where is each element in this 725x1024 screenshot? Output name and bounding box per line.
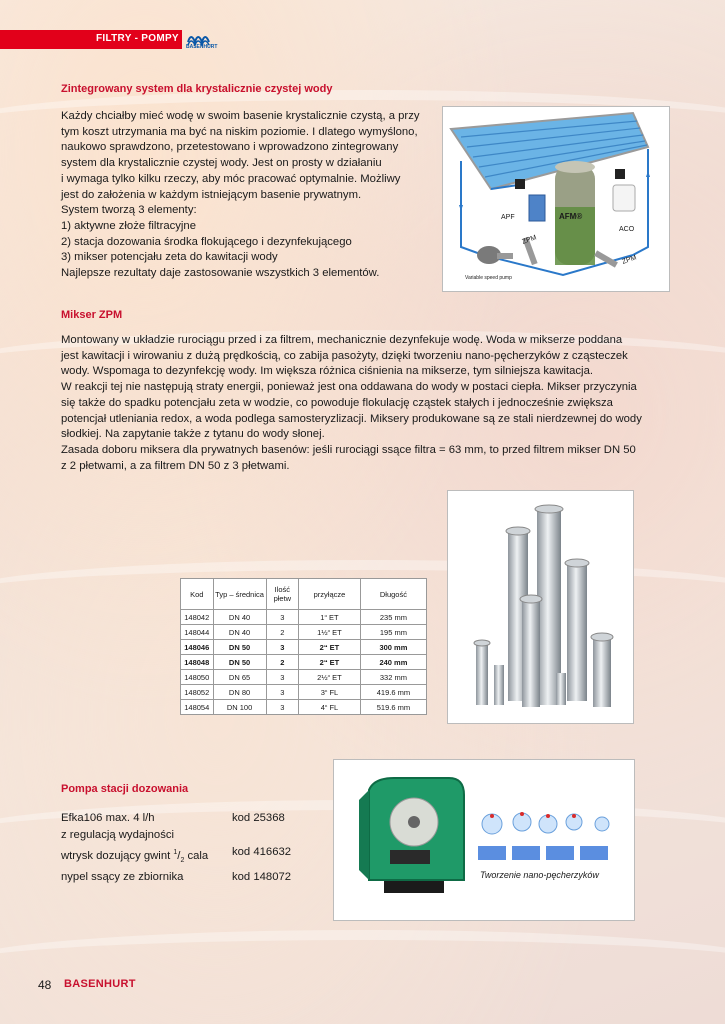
table-cell: DN 50 bbox=[213, 640, 266, 655]
text-line: W reakcji tej nie następują straty energii, ponieważ jest ona oddawana do wody w postaci ciepła. Mikser przyczynia bbox=[61, 381, 637, 394]
column-header: Długość bbox=[360, 579, 426, 610]
table-row bbox=[181, 610, 427, 625]
text-line: Montowany w układzie rurociągu przed i za filtrem, mechanicznie dezynfekuje wodę. Woda w mikserze poddana bbox=[61, 334, 623, 346]
apf-label: APF bbox=[501, 214, 515, 221]
pump-detail-label: z regulacją wydajności bbox=[61, 829, 175, 841]
pump-detail-row bbox=[61, 844, 291, 869]
column-header: przyłącze bbox=[299, 579, 361, 610]
nano-bubbles-graphic bbox=[474, 804, 622, 868]
text-line: jest kawitacji i wirowaniu z dużą prędkością, co zabija pasożyty, dzięki tworzeniu nano-pęcherzyków z cząsteczek bbox=[61, 349, 628, 362]
pump-detail-code: kod 25368 bbox=[232, 812, 285, 824]
pump-detail-row bbox=[61, 810, 291, 827]
table-cell: 148052 bbox=[181, 685, 214, 700]
page-number: 48 bbox=[38, 978, 52, 992]
text-line: System tworzą 3 elementy: bbox=[61, 204, 197, 217]
column-header: Kod bbox=[181, 579, 214, 610]
text-line: 3) mikser potencjału zeta do kawitacji wody bbox=[61, 251, 278, 264]
text-line: tym koszt utrzymania ma być na niskim poziomie. I dlatego wymyślono, bbox=[61, 125, 418, 138]
table-cell: 148042 bbox=[181, 610, 214, 625]
table-cell: 195 mm bbox=[360, 625, 426, 640]
label-prefix: wtrysk dozujący gwint bbox=[61, 849, 174, 862]
section-title-dosing-pump: Pompa stacji dozowania bbox=[61, 783, 189, 795]
pool-system-diagram bbox=[442, 106, 670, 292]
text-line: 2) stacja dozowania środka flokującego i dezynfekującego bbox=[61, 235, 352, 248]
table-cell: 235 mm bbox=[360, 610, 426, 625]
text-line: jest do założenia w każdym istniejącym basenie prywatnym. bbox=[61, 188, 362, 201]
table-cell: DN 80 bbox=[213, 685, 266, 700]
table-row bbox=[181, 670, 427, 685]
table-cell: DN 100 bbox=[213, 700, 266, 715]
section-title-integrated-system: Zintegrowany system dla krystalicznie czystej wody bbox=[61, 83, 333, 95]
text-line: słodkiej. Na zapytanie także z tytanu do wody słonej. bbox=[61, 428, 325, 441]
table-cell: 332 mm bbox=[360, 670, 426, 685]
table-row bbox=[181, 685, 427, 700]
table-cell: DN 50 bbox=[213, 655, 266, 670]
table-cell: 1“ ET bbox=[299, 610, 361, 625]
text-line: z 2 płetwami, a za filtrem DN 50 z 3 płetwami. bbox=[61, 459, 290, 472]
label-suffix: cala bbox=[184, 849, 209, 862]
table-cell: 519.6 mm bbox=[360, 700, 426, 715]
table-row bbox=[181, 640, 427, 655]
fraction-slash: / bbox=[177, 849, 181, 862]
table-cell: 148054 bbox=[181, 700, 214, 715]
table-cell: 3 bbox=[266, 670, 299, 685]
table-cell: 3 bbox=[266, 685, 299, 700]
table-cell: 2 bbox=[266, 625, 299, 640]
fraction-numerator: 1 bbox=[173, 849, 178, 856]
pump-caption: Variable speed pump bbox=[465, 275, 512, 281]
column-header: Typ – średnica bbox=[213, 579, 266, 610]
table-cell: 3“ FL bbox=[299, 685, 361, 700]
text-line: Najlepsze rezultaty daje zastosowanie wszystkich 3 elementów. bbox=[61, 267, 380, 280]
aco-label: ACO bbox=[619, 226, 635, 233]
text-line: naukowo sprawdzono, przetestowano i wprowadzono zintegrowany bbox=[61, 141, 399, 154]
logo-text: BASENHURT bbox=[186, 44, 218, 50]
zpm-label: ZPM bbox=[521, 234, 538, 246]
section-title-mikser-zpm: Mikser ZPM bbox=[61, 309, 123, 321]
table-cell: 148044 bbox=[181, 625, 214, 640]
table-cell: 148050 bbox=[181, 670, 214, 685]
dosing-pump-illustration bbox=[354, 770, 474, 910]
table-cell: 3 bbox=[266, 640, 299, 655]
table-cell: 4“ FL bbox=[299, 700, 361, 715]
table-cell: 3 bbox=[266, 700, 299, 715]
table-header-row bbox=[181, 579, 427, 610]
table-cell: 148046 bbox=[181, 640, 214, 655]
table-cell: 2 bbox=[266, 655, 299, 670]
table-cell: 1½“ ET bbox=[299, 625, 361, 640]
nano-bubbles-caption: Tworzenie nano-pęcherzyków bbox=[480, 870, 599, 880]
dosing-pump-photo-box bbox=[333, 759, 635, 921]
text-line: system dla krystalicznie czystej wody. Jest on prosty w działaniu bbox=[61, 157, 382, 170]
pump-detail-label bbox=[61, 844, 232, 869]
zpm-label: ZPM bbox=[621, 254, 638, 266]
dosing-pump-details bbox=[61, 810, 291, 886]
text-line: się także do spadku potencjału zeta w wodzie, co powoduje flokulację cząstek stałych i jednocześnie zwiększa bbox=[61, 396, 613, 409]
text-line: potencjał utleniania redox, a woda podlega samosteryzlizacji. Miksery produkowane są ze stali nierdzewnej do wody bbox=[61, 412, 642, 425]
table-row bbox=[181, 700, 427, 715]
pump-detail-label: Efka106 max. 4 l/h bbox=[61, 812, 155, 824]
pump-detail-code: kod 416632 bbox=[232, 846, 292, 858]
fraction-denominator: 2 bbox=[180, 857, 185, 865]
table-cell: 148048 bbox=[181, 655, 214, 670]
table-body bbox=[181, 610, 427, 715]
pump-detail-code: kod 148072 bbox=[232, 871, 292, 884]
table-cell: 2“ ET bbox=[299, 640, 361, 655]
mikser-zpm-text bbox=[61, 333, 671, 474]
table-cell: 240 mm bbox=[360, 655, 426, 670]
table-cell: DN 40 bbox=[213, 625, 266, 640]
table-cell: 2½“ ET bbox=[299, 670, 361, 685]
table-cell: 419.6 mm bbox=[360, 685, 426, 700]
zpm-mixers-illustration bbox=[448, 491, 633, 723]
text-line: wody. Wspomaga to dezynfekcję wody. Im większa różnica ciśnienia na mikserze, tym silniejsza kawitacja. bbox=[61, 365, 593, 378]
text-line: i wymaga tylko kilku rzeczy, aby móc pracować optymalnie. Możliwy bbox=[61, 172, 401, 185]
text-line: Każdy chciałby mieć wodę w swoim basenie krystalicznie czystą, a przy bbox=[61, 110, 420, 122]
table-cell: DN 65 bbox=[213, 670, 266, 685]
zpm-mixers-photo bbox=[447, 490, 634, 724]
text-line: 1) aktywne złoże filtracyjne bbox=[61, 219, 196, 232]
footer-brand: BASENHURT bbox=[64, 978, 136, 990]
text-line: Zasada doboru miksera dla prywatnych basenów: jeśli rurociągi ssące filtra = 63 mm, to przed filtrem mikser DN 50 bbox=[61, 443, 636, 456]
table-cell: 300 mm bbox=[360, 640, 426, 655]
table-cell: 3 bbox=[266, 610, 299, 625]
nano-bubbles-illustration bbox=[474, 804, 622, 868]
table-cell: 2“ ET bbox=[299, 655, 361, 670]
pump-detail-row bbox=[61, 869, 291, 886]
section-header-label: FILTRY - POMPY bbox=[96, 33, 179, 44]
pump-detail-row bbox=[61, 827, 291, 844]
table-row bbox=[181, 655, 427, 670]
integrated-system-text bbox=[61, 109, 433, 282]
afm-label: AFM® bbox=[559, 212, 583, 221]
zpm-spec-table bbox=[180, 578, 427, 715]
pump-detail-label: nypel ssący ze zbiornika bbox=[61, 871, 184, 884]
pool-system-illustration bbox=[443, 107, 669, 291]
column-header: Ilość płetw bbox=[266, 579, 299, 610]
table-row bbox=[181, 625, 427, 640]
table-cell: DN 40 bbox=[213, 610, 266, 625]
